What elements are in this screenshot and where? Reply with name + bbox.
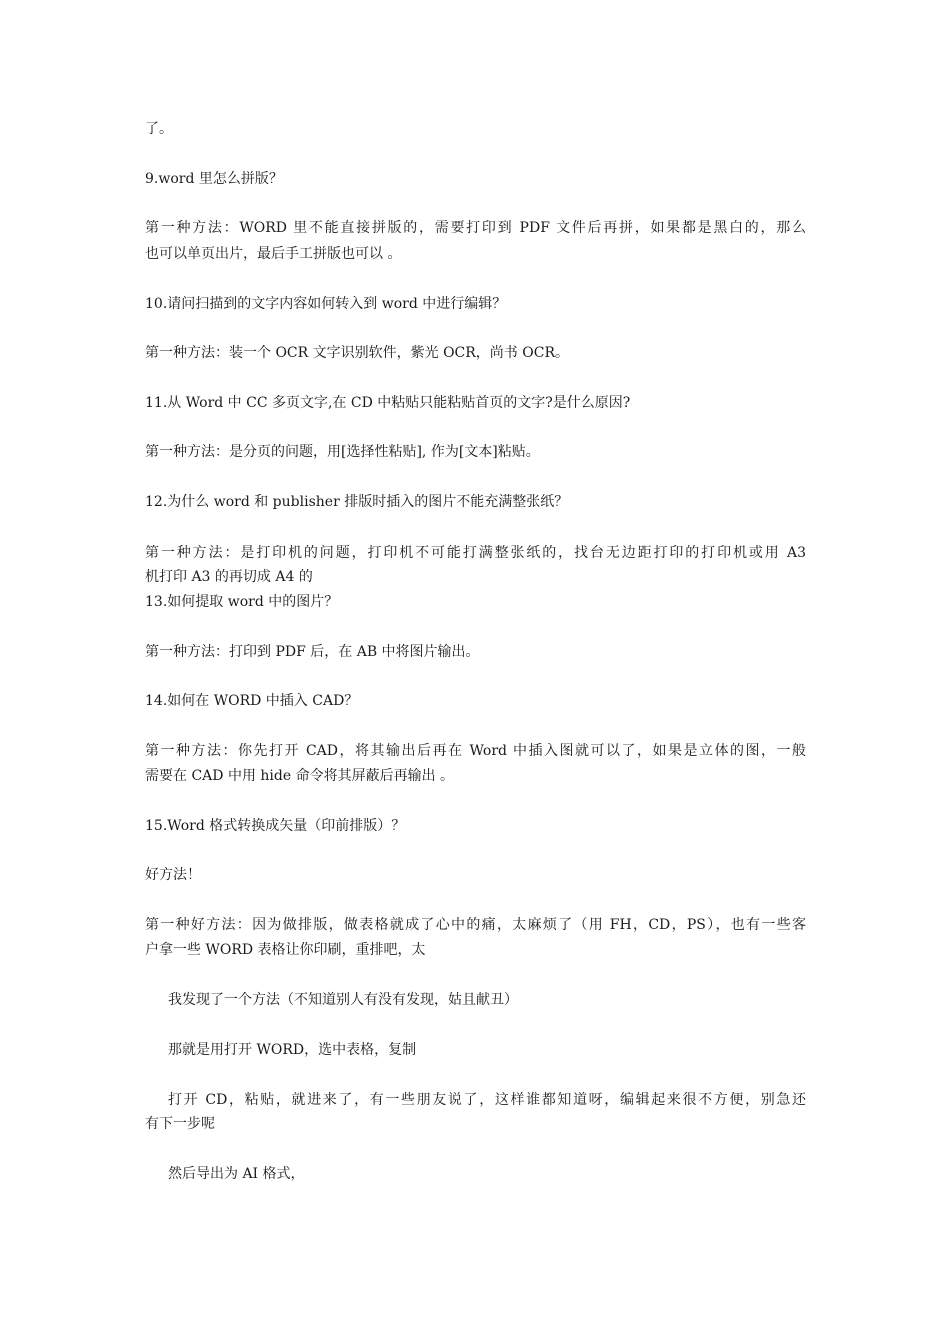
question-heading: 11.从 Word 中 CC 多页文字,在 CD 中粘贴只能粘贴首页的文字?是什么原因? xyxy=(145,395,631,411)
text-line: 户拿一些 WORD 表格让你印刷，重排吧，太 xyxy=(145,942,426,958)
text-line: 第一种好方法：因为做排版，做表格就成了心中的痛，太麻烦了（用 FH，CD，PS），也有一些客 xyxy=(145,917,806,933)
text-line: 了。 xyxy=(145,121,173,137)
text-line: 第一种方法：WORD 里不能直接拼版的，需要打印到 PDF 文件后再拼，如果都是黑白的，那么 xyxy=(145,220,806,236)
text-line: 第一种方法：是分页的问题，用[选择性粘贴], 作为[文本]粘贴。 xyxy=(145,444,540,460)
text-line: 机打印 A3 的再切成 A4 的 xyxy=(145,569,313,585)
text-line: 打开 CD，粘贴，就进来了，有一些朋友说了，这样谁都知道呀，编辑起来很不方便，别急还 xyxy=(168,1092,806,1108)
question-heading: 10.请问扫描到的文字内容如何转入到 word 中进行编辑？ xyxy=(145,296,507,312)
text-line: 好方法！ xyxy=(145,867,201,883)
question-heading: 15.Word 格式转换成矢量（印前排版）？ xyxy=(145,818,406,834)
text-line: 有下一步呢 xyxy=(145,1116,215,1132)
text-line: 第一种方法：打印到 PDF 后，在 AB 中将图片输出。 xyxy=(145,644,480,660)
text-line: 需要在 CAD 中用 hide 命令将其屏蔽后再输出 。 xyxy=(145,768,455,784)
text-line: 第一种方法：你先打开 CAD，将其输出后再在 Word 中插入图就可以了，如果是立体的图，一般 xyxy=(145,743,806,759)
text-line: 第一种方法：装一个 OCR 文字识别软件，紫光 OCR，尚书 OCR。 xyxy=(145,345,569,361)
text-line: 第一种方法：是打印机的问题，打印机不可能打满整张纸的，找台无边距打印的打印机或用 A3 xyxy=(145,545,806,561)
text-line: 然后导出为 AI 格式， xyxy=(168,1166,305,1182)
question-heading: 14.如何在 WORD 中插入 CAD？ xyxy=(145,693,359,709)
question-heading: 13.如何提取 word 中的图片？ xyxy=(145,594,339,610)
question-heading: 9.word 里怎么拼版？ xyxy=(145,171,283,187)
text-line: 我发现了一个方法（不知道别人有没有发现，姑且献丑） xyxy=(168,992,518,1008)
text-line: 那就是用打开 WORD，选中表格，复制 xyxy=(168,1042,417,1058)
text-line: 也可以单页出片，最后手工拼版也可以 。 xyxy=(145,246,402,262)
question-heading: 12.为什么 word 和 publisher 排版时插入的图片不能充满整张纸？ xyxy=(145,494,569,510)
